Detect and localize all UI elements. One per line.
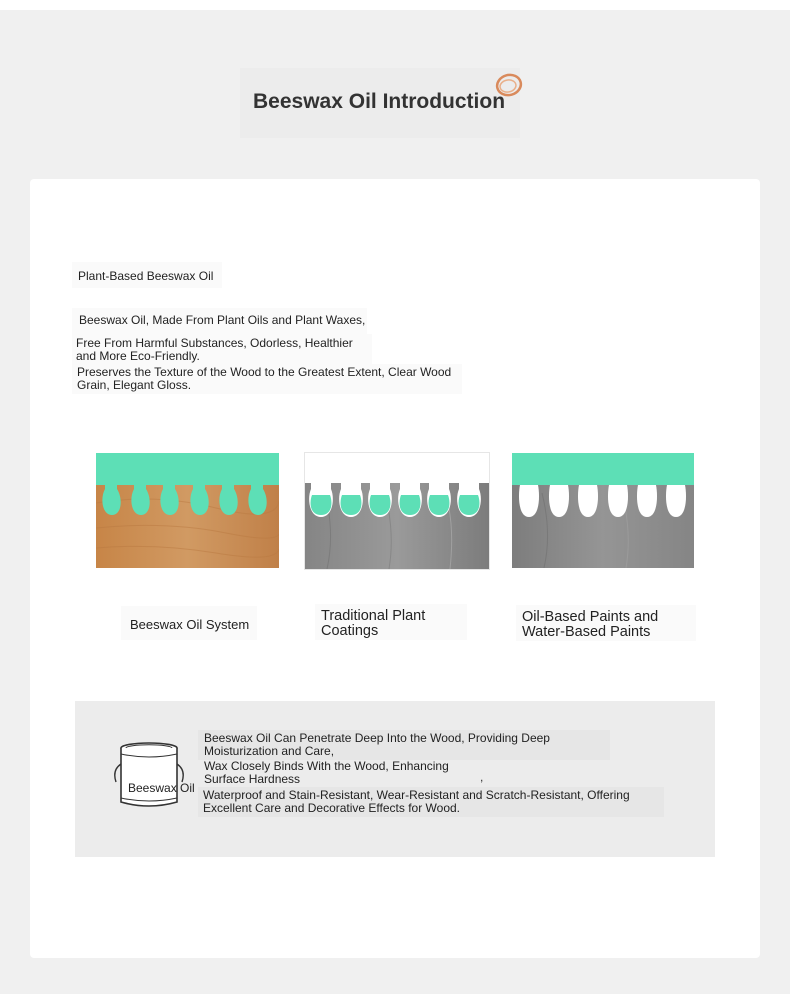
intro-line-2a: Free From Harmful Substances, Odorless, Healthier [76,336,353,350]
can-label: Beeswax Oil [128,781,195,795]
page-title: Beeswax Oil Introduction [253,90,506,113]
caption-plant-coatings-b: Coatings [321,623,379,639]
caption-plant-coatings-a: Traditional Plant [321,608,426,624]
intro-line-3a: Preserves the Texture of the Wood to the Greatest Extent, Clear Wood [77,365,452,379]
feature-line-2b: Surface Hardness [204,772,301,786]
oil-can-icon [112,740,186,810]
caption-paints-a: Oil-Based Paints and [522,609,659,625]
beeswax-oil-panel [96,453,279,568]
intro-line-3b: Grain, Elegant Gloss. [77,378,192,392]
feature-line-2a: Wax Closely Binds With the Wood, Enhancing [204,759,449,773]
intro-line-1: Beeswax Oil, Made From Plant Oils and Plant Waxes, [79,313,366,327]
feature-line-3a: Waterproof and Stain-Resistant, Wear-Resistant and Scratch-Resistant, Offering [203,788,630,802]
caption-paints-b: Water-Based Paints [522,624,651,640]
feature-comma: , [480,770,484,784]
plant-coatings-panel [304,452,490,570]
top-band [0,0,790,10]
paints-panel [512,453,694,568]
feature-line-1a: Beeswax Oil Can Penetrate Deep Into the Wood, Providing Deep [204,731,550,745]
caption-beeswax-oil-system: Beeswax Oil System [130,617,250,632]
feature-line-3b: Excellent Care and Decorative Effects for Wood. [203,801,461,815]
ring-icon [492,70,526,100]
intro-heading: Plant-Based Beeswax Oil [78,269,214,283]
intro-line-2b: and More Eco-Friendly. [76,349,200,363]
feature-line-1b: Moisturization and Care, [204,744,335,758]
